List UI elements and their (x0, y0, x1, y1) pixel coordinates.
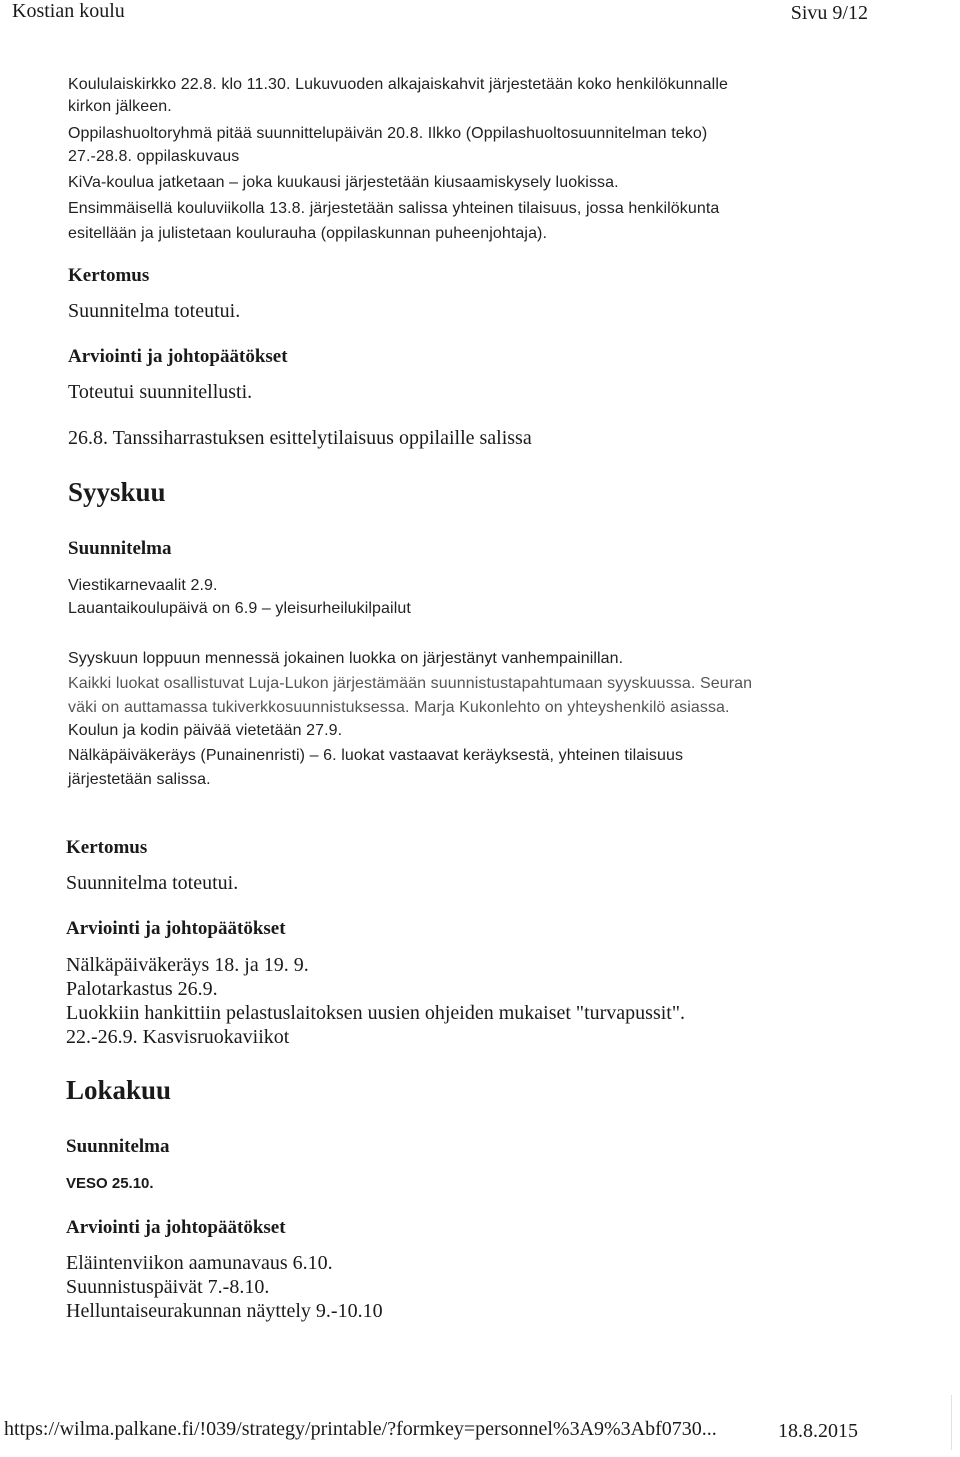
section-heading-suunnitelma: Suunnitelma (66, 1136, 170, 1157)
section-heading-arviointi: Arviointi ja johtopäätökset (66, 918, 286, 939)
plan-line: Viestikarnevaalit 2.9. (68, 577, 218, 594)
arviointi-line: Helluntaiseurakunnan näyttely 9.-10.10 (66, 1300, 383, 1322)
plan-line: VESO 25.10. (66, 1175, 154, 1192)
page-edge-divider (951, 1395, 952, 1450)
arviointi-line: Nälkäpäiväkeräys 18. ja 19. 9. (66, 954, 309, 976)
plan-line: Koululaiskirkko 22.8. klo 11.30. Lukuvuoden alkajaiskahvit järjestetään koko henkilökunnalle (68, 76, 728, 93)
plan-line: Syyskuun loppuun mennessä jokainen luokka on järjestänyt vanhempainillan. (68, 650, 624, 667)
kertomus-text: Suunnitelma toteutui. (68, 300, 241, 322)
plan-line: esitellään ja julistetaan koulurauha (oppilaskunnan puheenjohtaja). (68, 225, 548, 242)
month-heading-syyskuu: Syyskuu (68, 477, 166, 507)
section-heading-arviointi: Arviointi ja johtopäätökset (68, 346, 288, 367)
school-name: Kostian koulu (12, 0, 125, 22)
plan-line: Ensimmäisellä kouluviikolla 13.8. järjestetään salissa yhteinen tilaisuus, jossa henkilökunta (68, 200, 720, 217)
event-line: 26.8. Tanssiharrastuksen esittelytilaisuus oppilaille salissa (68, 427, 532, 449)
arviointi-line: Luokkiin hankittiin pelastuslaitoksen uusien ohjeiden mukaiset "turvapussit". (66, 1002, 686, 1024)
kertomus-text: Suunnitelma toteutui. (66, 872, 239, 894)
arviointi-line: Suunnistuspäivät 7.-8.10. (66, 1276, 270, 1298)
arviointi-text: Toteutui suunnitellusti. (68, 381, 253, 403)
section-heading-kertomus: Kertomus (68, 265, 150, 286)
plan-line: Koulun ja kodin päivää vietetään 27.9. (68, 722, 343, 739)
section-heading-suunnitelma: Suunnitelma (68, 538, 172, 559)
plan-line: KiVa-koulua jatketaan – joka kuukausi järjestetään kiusaamiskysely luokissa. (68, 174, 619, 191)
plan-line: Oppilashuoltoryhmä pitää suunnittelupäivän 20.8. Ilkko (Oppilashuoltosuunnitelman teko) (68, 125, 708, 142)
arviointi-line: Palotarkastus 26.9. (66, 978, 218, 1000)
plan-line: järjestetään salissa. (68, 771, 211, 788)
footer-url: https://wilma.palkane.fi/!039/strategy/printable/?formkey=personnel%3A9%3Abf0730... (4, 1418, 717, 1440)
plan-line: Nälkäpäiväkeräys (Punainenristi) – 6. luokat vastaavat keräyksestä, yhteinen tilaisuus (68, 747, 684, 764)
section-heading-kertomus: Kertomus (66, 837, 148, 858)
month-heading-lokakuu: Lokakuu (66, 1075, 172, 1105)
plan-line: kirkon jälkeen. (68, 98, 172, 115)
plan-line: väki on auttamassa tukiverkkosuunnistuksessa. Marja Kukonlehto on yhteyshenkilö asiassa. (68, 699, 730, 716)
section-heading-arviointi: Arviointi ja johtopäätökset (66, 1217, 286, 1238)
arviointi-line: 22.-26.9. Kasvisruokaviikot (66, 1026, 290, 1048)
plan-line: Kaikki luokat osallistuvat Luja-Lukon järjestämään suunnistustapahtumaan syyskuussa. Seuran (68, 675, 753, 692)
plan-line: Lauantaikoulupäivä on 6.9 – yleisurheilukilpailut (68, 600, 411, 617)
footer-date: 18.8.2015 (778, 1420, 858, 1442)
page-number: Sivu 9/12 (790, 2, 868, 24)
arviointi-line: Eläintenviikon aamunavaus 6.10. (66, 1252, 333, 1274)
plan-line: 27.-28.8. oppilaskuvaus (68, 148, 240, 165)
